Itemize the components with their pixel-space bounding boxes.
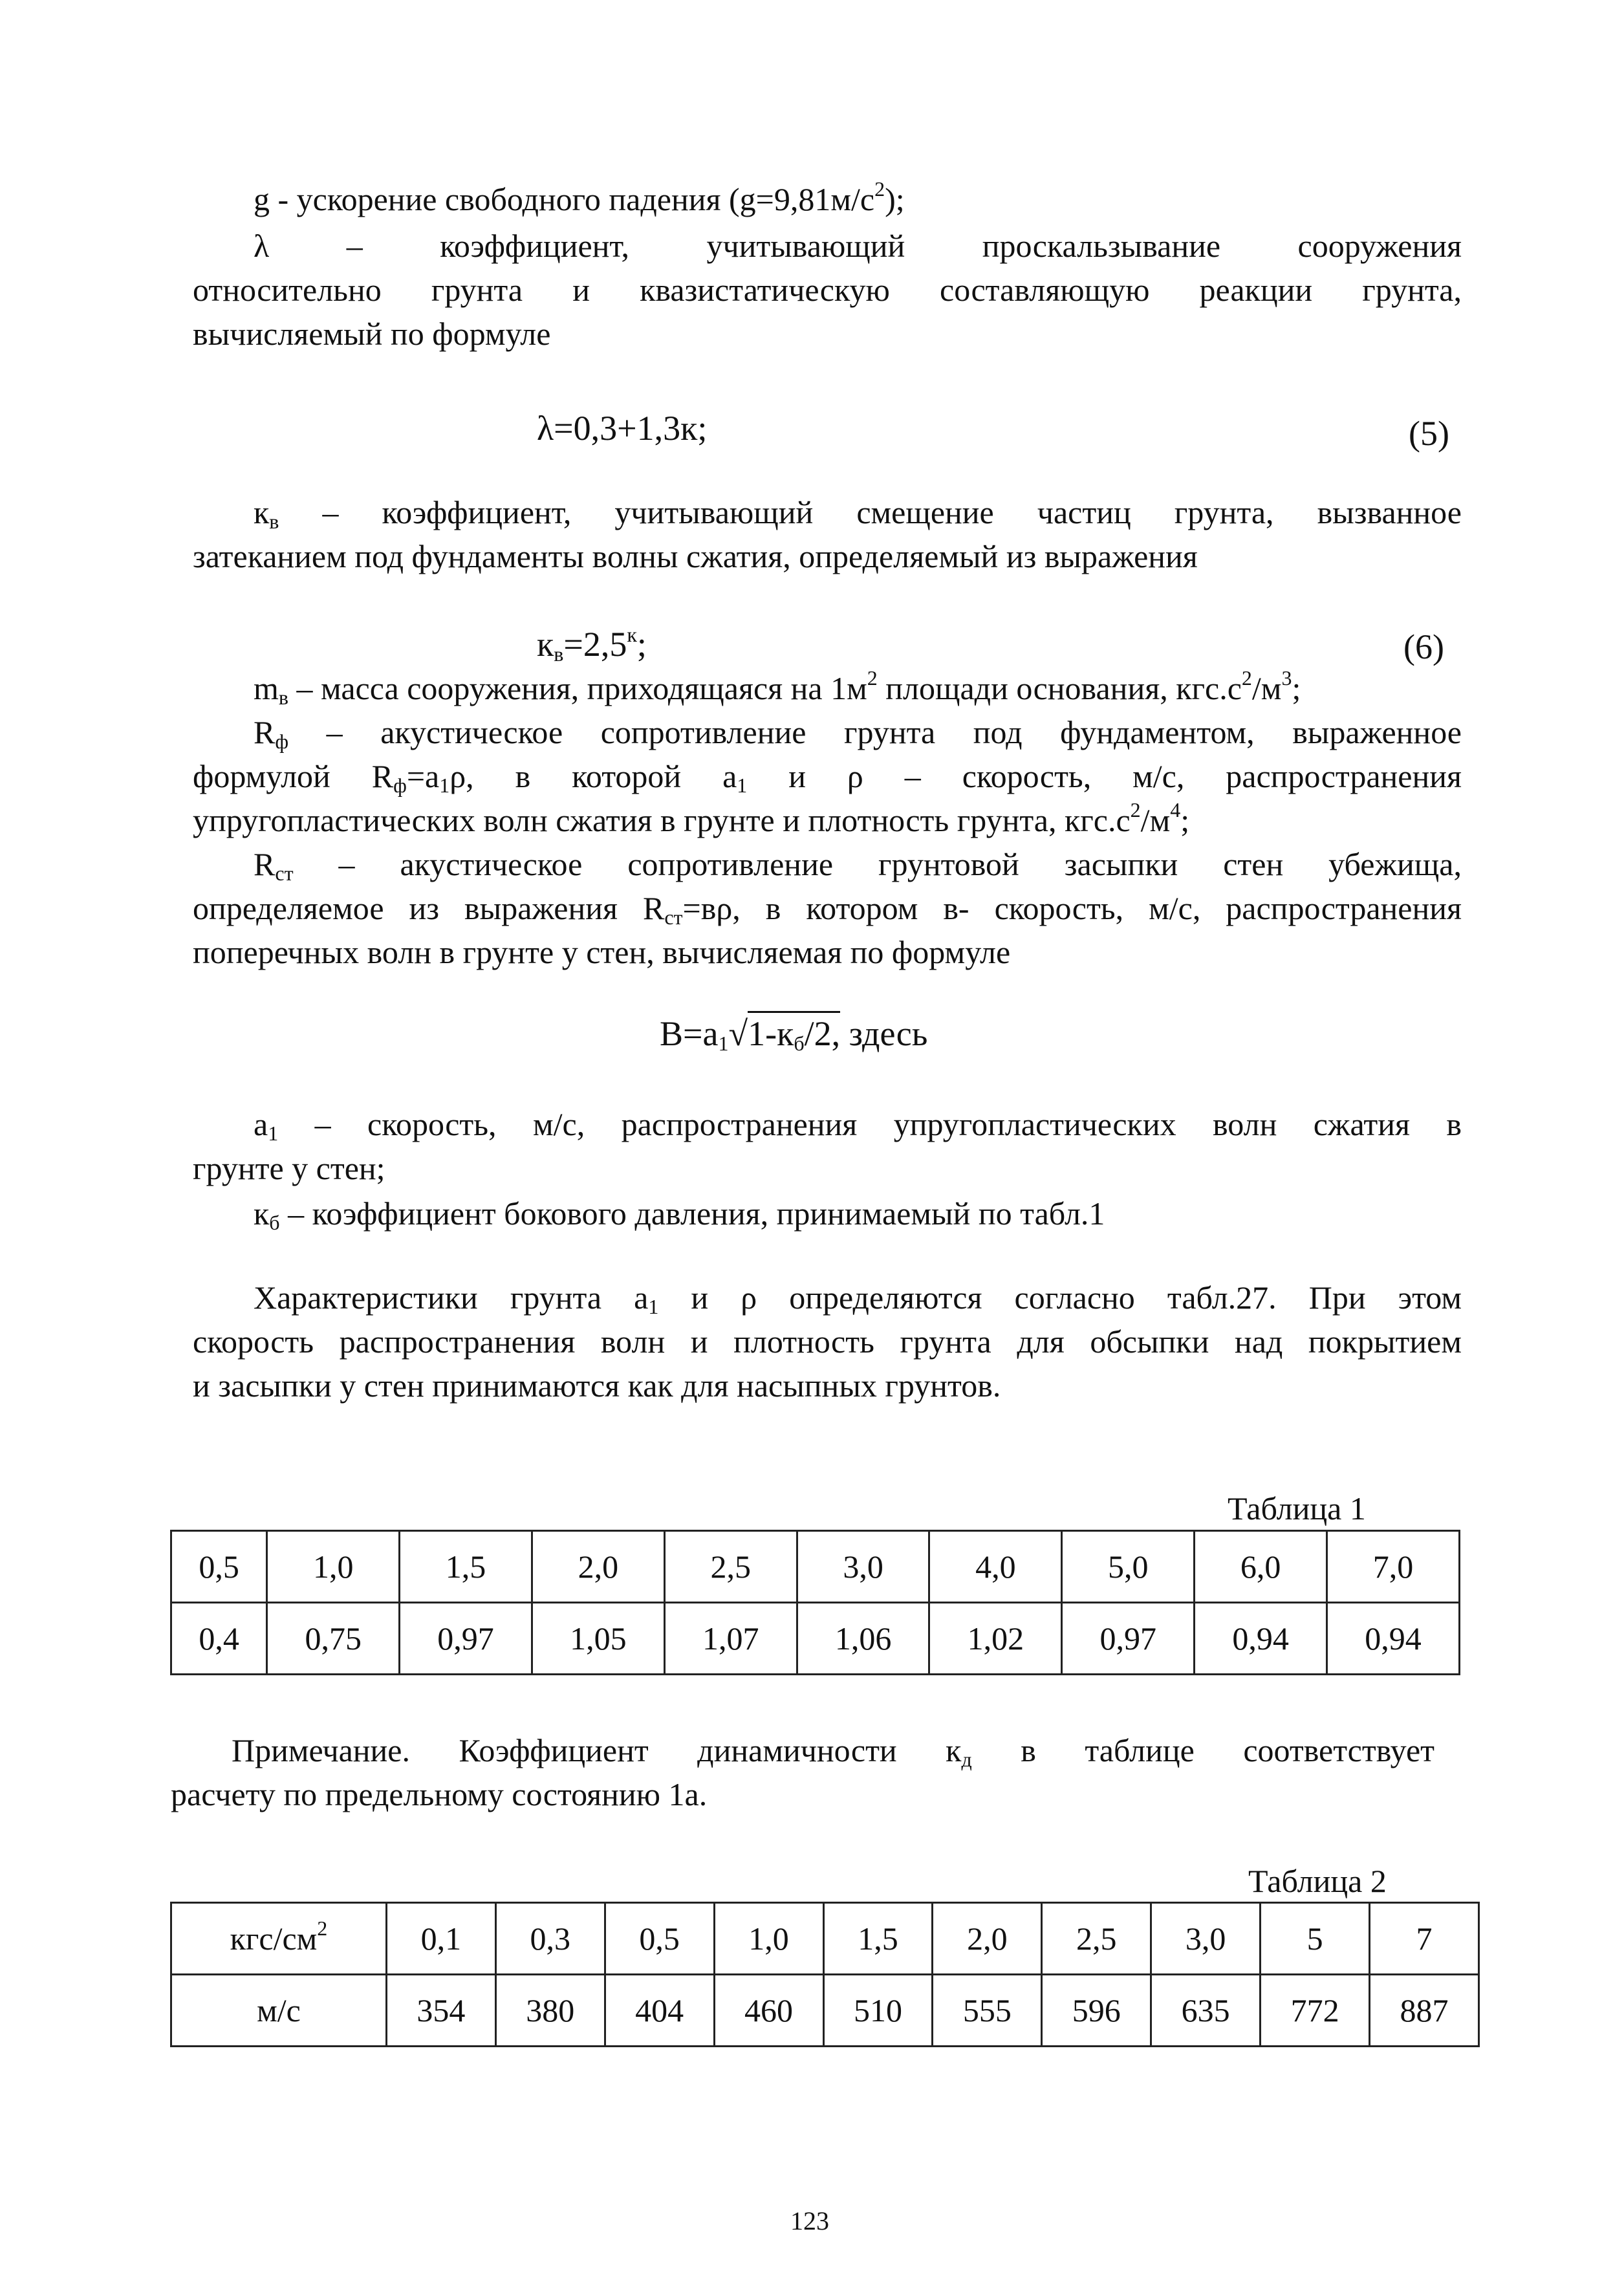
def-lambda-line2: относительно грунта и квазистатическую составляющую реакции грунта, [193,272,1462,308]
table-cell: 460 [714,1975,823,2047]
def-lambda-line3: вычисляемый по формуле [193,316,551,352]
def-rf-line3: упругопластических волн сжатия в грунте и плотность грунта, $кгс.с^2/м^4$; [193,798,1190,838]
table-row [171,1531,1460,1603]
formula-6-number: (6) [1403,627,1444,666]
table-cell: 5,0 [1062,1531,1195,1603]
table-cell: 1,5 [823,1903,933,1975]
def-mv: $m_в$ – масса сооружения, приходящаяся на $1м^2$ площади основания, $кгс.с^2/м^3$; [254,666,1301,709]
def-a1-line2: грунте у стен; [193,1150,385,1186]
table-row [171,1603,1460,1675]
def-kv-line2: затеканием под фундаменты волны сжатия, определяемый из выражения [193,538,1198,574]
table-cell: 0,97 [400,1603,532,1675]
table-cell: 1,02 [929,1603,1062,1675]
table-1 [170,1530,1460,1675]
def-lambda-line1: λ – коэффициент, учитывающий проскальзывание сооружения [254,228,1462,264]
table-2 [170,1902,1480,2047]
def-rf-line1: $R_ф$ – акустическое сопротивление грунта под фундаментом, выраженное [254,714,1462,753]
table-cell: 4,0 [929,1531,1062,1603]
table-cell: 404 [605,1975,714,2047]
def-rst-line1: $R_{ст}$ – акустическое сопротивление грунтовой засыпки стен убежища, [254,846,1462,885]
table-cell: 1,07 [664,1603,797,1675]
table2-caption: Таблица 2 [1248,1863,1387,1899]
table-cell: 6,0 [1195,1531,1327,1603]
table-cell: 635 [1151,1975,1261,2047]
paragraph-line3: и засыпки у стен принимаются как для насыпных грунтов. [193,1367,1001,1404]
def-rst-line3: поперечных волн в грунте у стен, вычисляемая по формуле [193,934,1011,970]
table-cell: 0,5 [171,1531,267,1603]
formula-b: $В=a_1√1-к_б/2$, здесь [660,1014,927,1053]
paragraph-line2: скорость распространения волн и плотность грунта для обсыпки над покрытием [193,1323,1462,1360]
table-cell: 2,5 [664,1531,797,1603]
table-cell: 1,0 [714,1903,823,1975]
table-cell: 0,4 [171,1603,267,1675]
table-cell: 0,97 [1062,1603,1195,1675]
table-cell: 1,06 [797,1603,929,1675]
table-unit-cell: кгс/$см^2$ [171,1903,387,1975]
note-line2: расчету по предельному состоянию 1а. [171,1776,708,1812]
table-cell: 887 [1370,1975,1479,2047]
table-cell: 0,1 [386,1903,495,1975]
formula-5-number: (5) [1409,414,1449,453]
table-cell: 596 [1042,1975,1151,2047]
table-cell: 0,75 [267,1603,400,1675]
table-cell: 0,5 [605,1903,714,1975]
def-kv-line1: $к_в$ – коэффициент, учитывающий смещение частиц грунта, вызванное [254,494,1462,533]
table-cell: 1,05 [532,1603,664,1675]
note-line1: Примечание. Коэффициент динамичности $к_д$ в таблице соответствует [232,1732,1435,1771]
def-kb: $к_б$ – коэффициент бокового давления, принимаемый по табл.1 [254,1195,1105,1234]
table-cell: 0,94 [1195,1603,1327,1675]
formula-5: λ=0,3+1,3к; [537,409,708,448]
table-cell: 354 [386,1975,495,2047]
table-cell: 3,0 [797,1531,929,1603]
table-cell: 0,3 [495,1903,605,1975]
def-a1-line1: $a_1$ – скорость, м/с, распространения упругопластических волн сжатия в [254,1106,1462,1145]
table-cell: 2,0 [933,1903,1042,1975]
paragraph-line1: Характеристики грунта $a_1$ и ρ определяются согласно табл.27. При этом [254,1279,1462,1318]
table-cell: 0,94 [1327,1603,1460,1675]
def-rst-line2: определяемое из выражения $R_{ст}=в\rho$, в котором в- скорость, м/с, распространения [193,890,1462,929]
table-cell: 380 [495,1975,605,2047]
table-cell: 3,0 [1151,1903,1261,1975]
table-cell: 7 [1370,1903,1479,1975]
table-cell: 772 [1261,1975,1370,2047]
table-row [171,1903,1479,1975]
table-cell: 2,0 [532,1531,664,1603]
table1-caption: Таблица 1 [1228,1490,1366,1527]
table-cell: 7,0 [1327,1531,1460,1603]
table-cell: 1,5 [400,1531,532,1603]
def-rf-line2: формулой $R_ф=a_1\rho$, в которой $a_1$ и ρ – скорость, м/с, распространения [193,758,1462,797]
table-unit-cell: м/с [171,1975,387,2047]
table-cell: 1,0 [267,1531,400,1603]
def-g: g - ускорение свободного падения $(g=9,81м/с^2)$; [254,177,905,217]
table-row [171,1975,1479,2047]
formula-6: $к_в=2,5^к$; [537,623,647,666]
page-number: 123 [790,2206,829,2235]
table-cell: 510 [823,1975,933,2047]
table-cell: 2,5 [1042,1903,1151,1975]
table-cell: 5 [1261,1903,1370,1975]
table-cell: 555 [933,1975,1042,2047]
